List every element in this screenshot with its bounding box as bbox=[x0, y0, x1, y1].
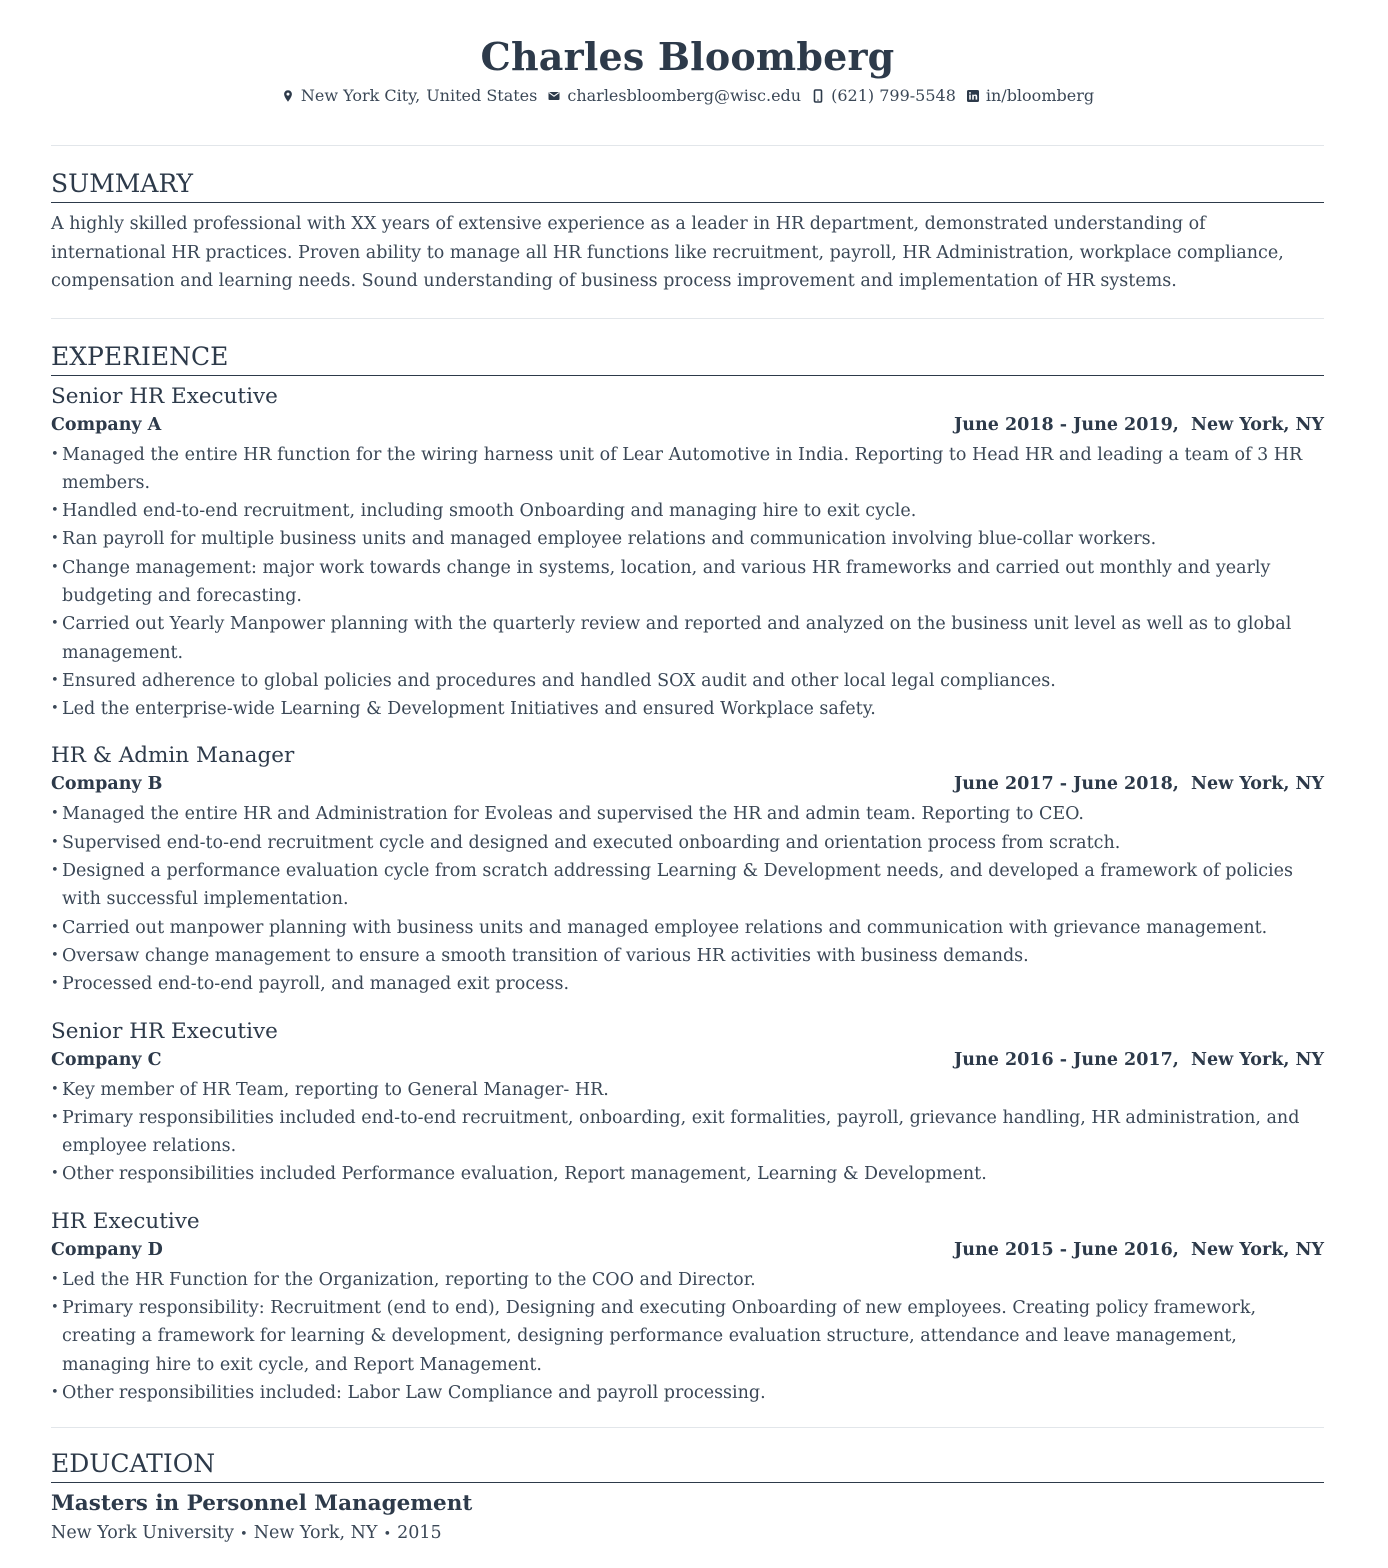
job-dates: June 2017 - June 2018, bbox=[953, 774, 1179, 795]
degree-title: Masters in Personnel Management bbox=[51, 1491, 473, 1517]
bullet-item: • Supervised end-to-end recruitment cycle and designed and executed onboarding and orientation process from scratch. bbox=[51, 829, 1324, 857]
job-meta bbox=[51, 1047, 1324, 1073]
job-entry bbox=[51, 382, 1324, 724]
map-pin-icon bbox=[281, 89, 295, 103]
school-name: New York University bbox=[51, 1523, 235, 1544]
job-title: HR & Admin Manager bbox=[51, 743, 295, 769]
job-location: New York, NY bbox=[1191, 414, 1324, 435]
job-entry bbox=[51, 1207, 1324, 1407]
bullet-item: • Handled end-to-end recruitment, including smooth Onboarding and managing hire to exit cycle. bbox=[51, 497, 1324, 525]
bullet-item: • Managed the entire HR and Administration for Evoleas and supervised the HR and admin team. Reporting to CEO. bbox=[51, 800, 1324, 828]
job-entry bbox=[51, 741, 1324, 998]
email-address[interactable]: charlesbloomberg@wisc.edu bbox=[567, 86, 802, 105]
job-bullets bbox=[51, 1076, 1324, 1189]
education-meta bbox=[51, 1519, 1324, 1549]
bullet-item: • Change management: major work towards change in systems, location, and various HR frameworks and carried out monthly and yearly budgeting and forecasting. bbox=[51, 554, 1324, 611]
job-title: Senior HR Executive bbox=[51, 1018, 278, 1044]
company-name: Company B bbox=[51, 774, 163, 795]
mobile-phone-icon bbox=[811, 89, 825, 103]
job-entry bbox=[51, 1017, 1324, 1189]
resume-header bbox=[51, 0, 1324, 105]
bullet-item: • Other responsibilities included: Labor Law Compliance and payroll processing. bbox=[51, 1379, 1324, 1407]
bullet-item: • Processed end-to-end payroll, and managed exit process. bbox=[51, 970, 1324, 998]
bullet-item: • Led the enterprise-wide Learning & Development Initiatives and ensured Workplace safety. bbox=[51, 695, 1324, 723]
bullet-item: • Ensured adherence to global policies and procedures and handled SOX audit and other local legal compliances. bbox=[51, 667, 1324, 695]
envelope-icon bbox=[547, 89, 561, 103]
bullet-item: • Key member of HR Team, reporting to General Manager- HR. bbox=[51, 1076, 1324, 1104]
job-dates-location bbox=[954, 1237, 1324, 1263]
job-dates-location bbox=[954, 412, 1324, 438]
job-meta bbox=[51, 771, 1324, 797]
divider bbox=[51, 318, 1324, 319]
job-title: Senior HR Executive bbox=[51, 383, 278, 409]
separator-dot: • bbox=[383, 1527, 392, 1543]
bullet-item: • Oversaw change management to ensure a smooth transition of various HR activities with business demands. bbox=[51, 942, 1324, 970]
school-location: New York, NY bbox=[253, 1523, 378, 1544]
bullet-item: • Other responsibilities included Performance evaluation, Report management, Learning & Development. bbox=[51, 1160, 1324, 1188]
section-title-summary: SUMMARY bbox=[51, 168, 1324, 203]
job-dates: June 2018 - June 2019, bbox=[953, 414, 1179, 435]
summary-text: A highly skilled professional with XX years of extensive experience as a leader in HR department, demonstrated understanding of international HR practices. Proven ability to manage all HR functions like recruitment, payroll, HR Administration, workplace compliance, compensation and learning needs. Sound understanding of business process improvement and implementation of HR systems. bbox=[51, 214, 1284, 291]
divider bbox=[51, 145, 1324, 146]
contact-email[interactable] bbox=[547, 86, 801, 105]
job-dates: June 2015 - June 2016, bbox=[953, 1239, 1179, 1260]
linkedin-handle[interactable]: in/bloomberg bbox=[985, 86, 1095, 105]
job-dates-location bbox=[954, 771, 1324, 797]
job-bullets bbox=[51, 800, 1324, 998]
contact-linkedin[interactable] bbox=[966, 86, 1094, 105]
separator-dot: • bbox=[240, 1527, 248, 1543]
bullet-item: • Carried out Yearly Manpower planning with the quarterly review and reported and analyzed on the business unit level as well as to global management. bbox=[51, 610, 1324, 667]
job-location: New York, NY bbox=[1191, 1049, 1324, 1070]
job-location: New York, NY bbox=[1191, 774, 1324, 795]
job-location: New York, NY bbox=[1191, 1239, 1324, 1260]
linkedin-icon bbox=[966, 89, 980, 103]
company-name: Company D bbox=[51, 1239, 163, 1260]
candidate-name: Charles Bloomberg bbox=[480, 34, 895, 79]
bullet-item: • Primary responsibilities included end-to-end recruitment, onboarding, exit formalities, payroll, grievance handling, HR administration, and employee relations. bbox=[51, 1104, 1324, 1161]
job-meta bbox=[51, 1237, 1324, 1263]
company-name: Company C bbox=[51, 1049, 162, 1070]
phone-number[interactable]: (621) 799-5548 bbox=[831, 86, 956, 105]
contact-bar bbox=[51, 86, 1324, 105]
bullet-item: • Ran payroll for multiple business units and managed employee relations and communication involving blue-collar workers. bbox=[51, 525, 1324, 553]
job-title: HR Executive bbox=[51, 1208, 200, 1234]
bullet-item: • Led the HR Function for the Organization, reporting to the COO and Director. bbox=[51, 1266, 1324, 1294]
education-section bbox=[51, 1448, 1324, 1549]
bullet-item: • Carried out manpower planning with business units and managed employee relations and communication with grievance management. bbox=[51, 914, 1324, 942]
company-name: Company A bbox=[51, 414, 162, 435]
divider bbox=[51, 1427, 1324, 1428]
job-bullets bbox=[51, 441, 1324, 724]
graduation-year: 2015 bbox=[397, 1523, 442, 1544]
bullet-item: • Primary responsibility: Recruitment (end to end), Designing and executing Onboarding of new employees. Creating policy framework, creating a framework for learning & development, designing performance evaluation structure, attendance and leave management, managing hire to exit cycle, and Report Management. bbox=[51, 1294, 1324, 1379]
contact-phone[interactable] bbox=[811, 86, 956, 105]
job-dates-location bbox=[954, 1047, 1324, 1073]
job-bullets bbox=[51, 1266, 1324, 1407]
location-country: United States bbox=[426, 86, 538, 105]
bullet-item: • Managed the entire HR function for the wiring harness unit of Lear Automotive in India. Reporting to Head HR and leading a team of 3 HR members. bbox=[51, 441, 1324, 498]
job-meta bbox=[51, 412, 1324, 438]
location-city: New York City, bbox=[300, 86, 421, 105]
job-dates: June 2016 - June 2017, bbox=[953, 1049, 1179, 1070]
contact-location bbox=[281, 86, 537, 105]
summary-section bbox=[51, 168, 1324, 296]
section-title-education: EDUCATION bbox=[51, 1448, 1324, 1483]
bullet-item: • Designed a performance evaluation cycle from scratch addressing Learning & Development needs, and developed a framework of policies with successful implementation. bbox=[51, 857, 1324, 914]
experience-section bbox=[51, 341, 1324, 1408]
section-title-experience: EXPERIENCE bbox=[51, 341, 1324, 376]
